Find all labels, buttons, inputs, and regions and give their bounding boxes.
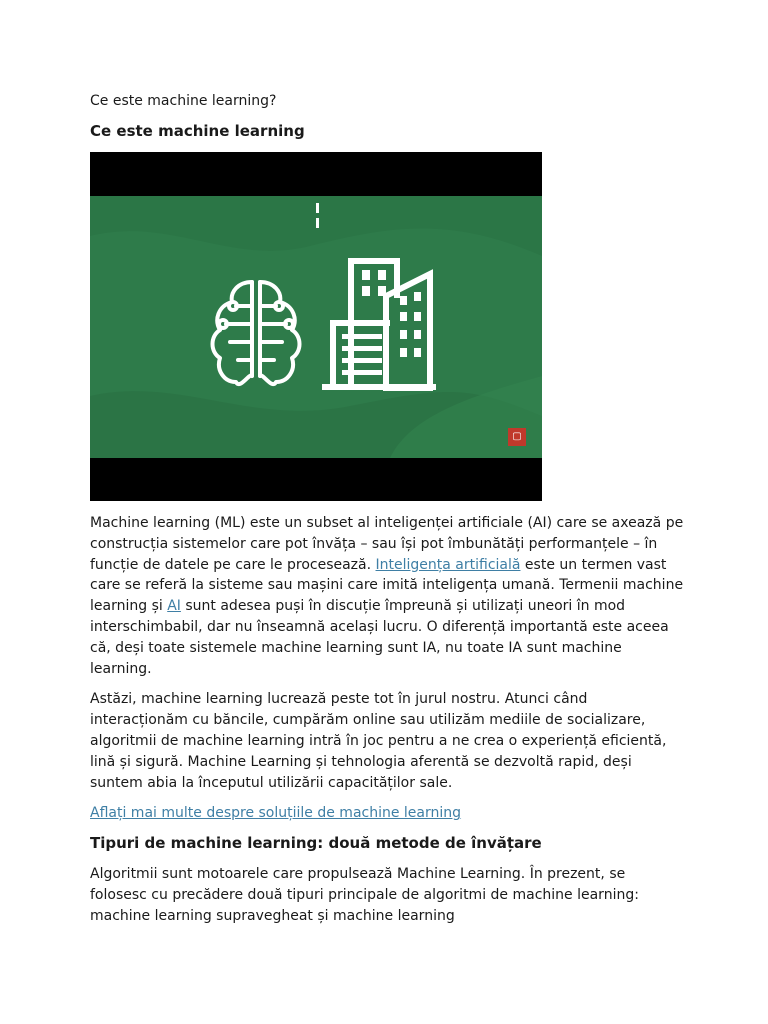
video-thumbnail [90,196,542,458]
link-ai[interactable]: AI [167,598,181,615]
learn-more-paragraph [90,803,685,824]
learn-more-link[interactable]: Aflați mai multe despre soluțiile de machine learning [90,805,462,822]
video-player[interactable] [90,152,542,501]
body-paragraph-2: Astăzi, machine learning lucrează peste tot în jurul nostru. Atunci când interacționăm cu băncile, cumpărăm online sau utilizăm mediile de socializare, algoritmii de machine learning intră în joc pentru a ne crea o experiență eficientă, lină și sigură. Machine Learning și tehnologia aferentă se dezvoltă rapid, deși suntem abia la începutul utilizării capacităților sale. [90,691,667,791]
document-title: Ce este machine learning? [90,93,277,109]
video-frame[interactable] [90,196,542,458]
body-paragraph-3: Algoritmii sunt motoarele care propulsează Machine Learning. În prezent, se folosesc cu precădere două tipuri principale de algoritmi de machine learning: machine learning supravegheat și machine learning [90,866,639,924]
link-artificial-intelligence[interactable]: Inteligența artificială [375,556,521,573]
section-heading: Ce este machine learning [90,122,305,140]
document-page [90,92,685,937]
intro-paragraph: Machine learning (ML) este un subset al inteligenței artificiale (AI) care se axează pe construcția sistemelor care pot învăța – sau își pot îmbunătăți performanțele – în funcție de datele pe care le procesează. Inteligența artificială este un termen vast care se referă la sisteme sau mașini care imită inteligența umană. Termenii machine learning și AI sunt adesea puși în discuție împreună și utilizați uneori în mod interschimbabil, dar nu înseamnă același lucru. O diferență importantă este aceea că, deși toate sistemele machine learning sunt IA, nu toate IA sunt machine learning. [90,515,684,677]
play-icon[interactable]: ▢ [508,428,526,446]
building-icon [322,258,436,390]
brain-icon [213,282,300,384]
section-heading-2: Tipuri de machine learning: două metode de învățare [90,834,542,853]
